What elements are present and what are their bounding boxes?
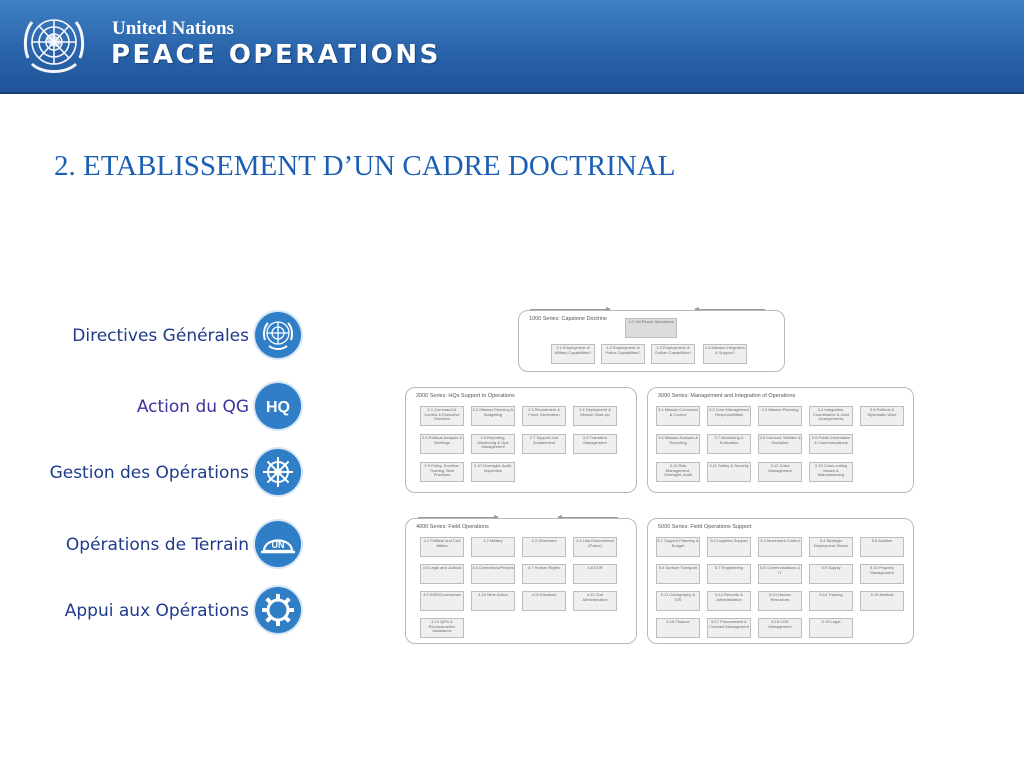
legend-item-directives [0,312,305,360]
flow-arrow [695,309,765,310]
header-banner [0,0,1024,94]
doctrine-framework-diagram [400,300,920,650]
doctrine-cell: 1.1 Employment of Military Capabilities? [551,344,595,364]
doctrine-cell: 5.1 Support Planning & Budget [656,537,700,557]
hq-icon [255,383,301,429]
doctrine-cell: 5.15 Medical [860,591,904,611]
doctrine-cell: 2.8 Transition Management [573,434,617,454]
doctrine-cell: 4.11 Elections [522,591,566,611]
flow-arrow [558,517,618,518]
doctrine-cell: 1.3 Employment of Civilian Capabilities? [651,344,695,364]
doctrine-cell: 2.1 Command & Control & Executive Direction [420,406,464,426]
doctrine-cell: 4.3 Observers [522,537,566,557]
doctrine-cell: 3.1 Mission Command & Control [656,406,700,426]
doctrine-cell: 2.9 Policy, Doctrine, Training, Best Practices [420,462,464,482]
doctrine-cell: 5.7 Engineering [707,564,751,584]
doctrine-cell: 1.4 Mission Integration & Support? [703,344,747,364]
doctrine-cell: 2.2 Mission Planning & Budgeting [471,406,515,426]
doctrine-cell: 5.19 Legal [809,618,853,638]
doctrine-cell: 4.12 Civil Administration [573,591,617,611]
doctrine-cell: 3.13 Cross-cutting Issues & Mainstreaming [809,462,853,482]
doctrine-cell: 3.11 Safety & Security [707,462,751,482]
doctrine-cell: 3.4 Integration, Coordination & Joint Arrangements [809,406,853,426]
series-3000-box [647,387,914,493]
doctrine-cell: 2.10 Oversight, Audit, Inspection [471,462,515,482]
doctrine-cell: 5.4 Strategic Deployment Stocks [809,537,853,557]
doctrine-cell: 5.3 Movement Control [758,537,802,557]
doctrine-cell: 1.2 Employment of Police Capabilities? [601,344,645,364]
legend-item-action-qg [0,383,305,431]
doctrine-cell: 2.7 Support and Sustainment [522,434,566,454]
doctrine-cell: 4.9 SSR/Governance [420,591,464,611]
doctrine-cell: 2.6 Reporting, Monitoring & Ops Management [471,434,515,454]
series-5000-box [647,518,914,644]
doctrine-cell: 4.8 DDR [573,564,617,584]
doctrine-cell: 5.16 Finance [656,618,700,638]
legend-label: Opérations de Terrain [65,535,249,555]
series-title: 5000 Series: Field Operations Support [658,524,752,530]
doctrine-cell: 4.6 Corrections/Prisons [471,564,515,584]
doctrine-cell: 3.7 Monitoring & Evaluation [707,434,751,454]
doctrine-cell: 3.3 Mission Planning [758,406,802,426]
doctrine-cell: 4.1 Political and Civil Affairs [420,537,464,557]
doctrine-cell: 4.7 Human Rights [522,564,566,584]
legend-item-operations-terrain [0,521,305,569]
doctrine-cell: 2.5 Political Analysis & Briefings [420,434,464,454]
program-name: PEACE OPERATIONS [111,40,441,70]
doctrine-cell: 2.3 Recruitment & Force Generation [522,406,566,426]
doctrine-cell: 4.4 Law Enforcement (Police) [573,537,617,557]
svg-text:HQ: HQ [266,399,290,416]
un-emblem-icon [255,312,301,358]
doctrine-cell: 4.13 QIPs & Reconstruction Assistance [420,618,464,638]
gear-icon [255,587,301,633]
series-2000-box [405,387,637,493]
legend-label: Gestion des Opérations [49,463,249,483]
doctrine-cell: 3.12 Crisis Management [758,462,802,482]
doctrine-cell: 5.11 Cartography & GIS [656,591,700,611]
doctrine-cell: 5.9 Supply [809,564,853,584]
series-title: 2000 Series: HQs Support to Operations [416,393,515,399]
series-title: 1000 Series: Capstone Doctrine [529,316,607,322]
legend-label: Directives Générales [72,326,249,346]
doctrine-cell: 5.8 Communications & IT [758,564,802,584]
doctrine-cell: 2.4 Deployment & Mission Start-Up [573,406,617,426]
series-4000-box [405,518,637,644]
doctrine-cell: 4.5 Legal and Judicial [420,564,464,584]
svg-text:UN: UN [271,540,285,550]
legend-item-appui-operations [0,587,305,635]
doctrine-cell: 5.5 Aviation [860,537,904,557]
doctrine-cell: 3.5 Political & Diplomatic Work [860,406,904,426]
doctrine-cell: 5.10 Property Management [860,564,904,584]
doctrine-cell: 3.2 Core Management Responsibilities [707,406,751,426]
un-emblem-icon [14,8,94,84]
series-1000-box [518,310,785,372]
doctrine-cell: 5.12 Records & Administration [707,591,751,611]
doctrine-cell: 5.17 Procurement & Contract Management [707,618,751,638]
legend-item-gestion-operations [0,449,305,497]
doctrine-cell: 5.14 Training [809,591,853,611]
legend-label: Appui aux Opérations [64,601,249,621]
legend-label: Action du QG [136,397,249,417]
doctrine-cell: 5.13 Human Resources [758,591,802,611]
flow-arrow [418,517,498,518]
doctrine-cell: 3.9 Public Information & Communications [809,434,853,454]
doctrine-cell: 3.8 Conduct, Welfare & Discipline [758,434,802,454]
doctrine-cell: 4.2 Military [471,537,515,557]
un-helmet-icon [255,521,301,567]
series-title: 4000 Series: Field Operations [416,524,489,530]
series-title: 3000 Series: Management and Integration of Operations [658,393,796,399]
doctrine-cell: 1.0 UN Peace Operations [625,318,677,338]
doctrine-cell: 5.18 COE Management [758,618,802,638]
doctrine-cell: 5.2 Logistics Support [707,537,751,557]
slide-title: 2. ETABLISSEMENT D’UN CADRE DOCTRINAL [54,150,676,182]
ship-wheel-icon [255,449,301,495]
doctrine-cell: 4.10 Mine Action [471,591,515,611]
doctrine-cell: 3.6 Mission Analysis & Reporting [656,434,700,454]
doctrine-cell: 3.10 Risk Management, Oversight, Audit [656,462,700,482]
org-name: United Nations [112,18,234,39]
doctrine-cell: 5.6 Surface Transport [656,564,700,584]
flow-arrow [530,309,610,310]
